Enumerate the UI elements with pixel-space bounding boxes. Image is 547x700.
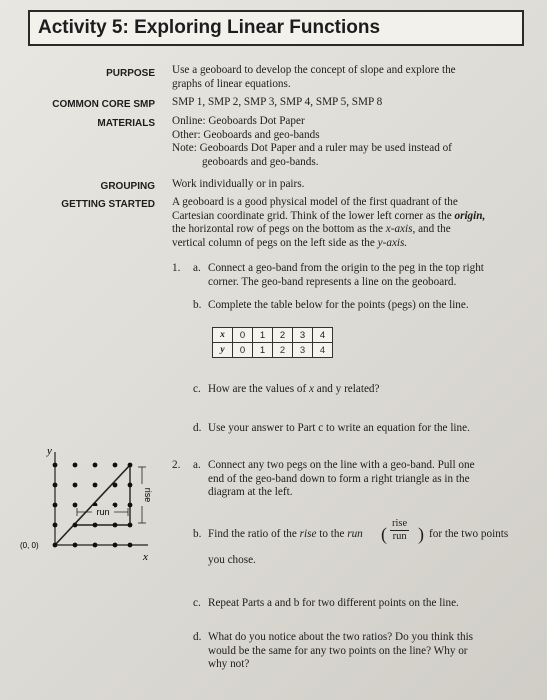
gs-line-4: vertical column of pegs on the left side as the y-axis. [172, 236, 408, 249]
x-cell: 4 [313, 328, 333, 343]
x-cell: 2 [273, 328, 293, 343]
title-box [28, 10, 524, 46]
fraction-paren-right: ) [418, 524, 424, 544]
materials-text [172, 115, 452, 169]
getting-started-text [172, 196, 485, 250]
materials-line-2: Other: Geoboards and geo-bands [172, 128, 320, 141]
q2b-text: Find the ratio of the rise to the run [208, 528, 363, 540]
page-title: Activity 5: Exploring Linear Functions [38, 17, 381, 38]
q1b-label: b. [193, 299, 202, 311]
common-core-label: COMMON CORE SMP [52, 99, 155, 110]
x-row [213, 328, 333, 343]
q2-number: 2. [172, 459, 181, 471]
y-header: y [213, 343, 233, 358]
getting-started-label: GETTING STARTED [61, 199, 155, 210]
x-header: x [213, 328, 233, 343]
q2a-line-1: Connect any two pegs on the line with a geo-band. Pull one [208, 459, 475, 471]
y-row [213, 343, 333, 358]
q2a-line-3: diagram at the left. [208, 486, 293, 498]
gs-y-axis: y-axis. [377, 236, 408, 249]
q1d-text: Use your answer to Part c to write an equation for the line. [208, 422, 470, 434]
x-cell: 1 [253, 328, 273, 343]
purpose-text [172, 64, 456, 91]
origin-label: (0, 0) [20, 541, 39, 550]
gs-line-3: the horizontal row of pegs on the bottom as the x-axis, and the [172, 223, 451, 235]
q1a-text [208, 262, 484, 289]
q1d-label: d. [193, 422, 202, 434]
grouping-text: Work individually or in pairs. [172, 178, 305, 190]
q2d-line-2: would be the same for any two points on the line? Why or [208, 644, 468, 657]
q2c-text: Repeat Parts a and b for two different points on the line. [208, 597, 459, 609]
y-cell-handwritten: 2 [273, 343, 293, 358]
gs-line-2: Cartesian coordinate grid. Think of the lower left corner as the origin, [172, 209, 486, 222]
materials-line-3: Note: Geoboards Dot Paper and a ruler may be used instead of [172, 142, 452, 154]
materials-line-1: Online: Geoboards Dot Paper [172, 115, 305, 127]
geo-band-line [55, 465, 130, 545]
xy-table [212, 327, 333, 358]
q2b-text-cont: you chose. [208, 554, 256, 566]
q2d-text [208, 631, 473, 672]
purpose-line-2: graphs of linear equations. [172, 77, 291, 90]
gs-x-axis: x-axis, [385, 223, 416, 235]
y-cell-handwritten: 3 [293, 343, 313, 358]
y-cell: 0 [233, 343, 253, 358]
q2d-line-1: What do you notice about the two ratios? Do you think this [208, 631, 474, 643]
materials-line-4: geoboards and geo-bands. [202, 155, 319, 168]
y-cell-handwritten: 4 [313, 343, 333, 358]
q1b-text: Complete the table below for the points (pegs) on the line. [208, 299, 469, 311]
grouping-label: GROUPING [100, 181, 155, 192]
fraction-paren-left: ( [381, 524, 387, 544]
q2a-text [208, 459, 475, 500]
q1c-label: c. [193, 383, 201, 395]
geoboard-diagram [20, 440, 170, 565]
rise-run-fraction: rise run [392, 518, 408, 542]
q1a-line-1: Connect a geo-band from the origin to the peg in the top right [208, 262, 484, 274]
x-cell: 0 [233, 328, 253, 343]
x-axis-label: x [143, 551, 148, 563]
q1c-text: How are the values of x and y related? [208, 383, 380, 395]
x-cell: 3 [293, 328, 313, 343]
q1a-label: a. [193, 262, 201, 274]
gs-line-1: A geoboard is a good physical model of the first quadrant of the [172, 196, 458, 208]
y-cell: 1 [253, 343, 273, 358]
rise-label: rise [143, 487, 153, 503]
q2a-line-2: end of the geo-band down to form a right triangle as in the [208, 472, 470, 485]
y-axis-label: y [47, 445, 52, 457]
q2b-text-end: for the two points [429, 528, 509, 540]
materials-label: MATERIALS [97, 118, 155, 129]
gs-origin: origin, [454, 209, 486, 222]
q2c-label: c. [193, 597, 201, 609]
q2d-label: d. [193, 631, 202, 643]
common-core-text: SMP 1, SMP 2, SMP 3, SMP 4, SMP 5, SMP 8 [172, 96, 383, 108]
q2b-label: b. [193, 528, 202, 540]
purpose-label: PURPOSE [106, 68, 155, 79]
q2d-line-3: why not? [208, 658, 250, 670]
run-label: run [96, 507, 110, 517]
q1-number: 1. [172, 262, 181, 274]
q2a-label: a. [193, 459, 201, 471]
q1a-line-2: corner. The geo-band represents a line on the geoboard. [208, 275, 457, 288]
purpose-line-1: Use a geoboard to develop the concept of slope and explore the [172, 64, 456, 76]
